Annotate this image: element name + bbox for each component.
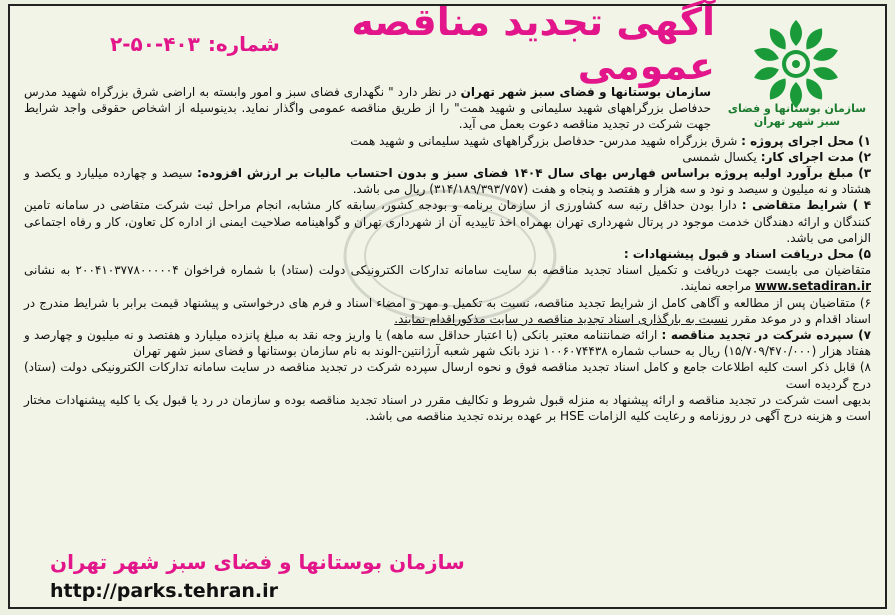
item-4 [24,197,871,246]
closing-paragraph [24,392,871,424]
item-6 [24,295,871,327]
item-3-text: سیصد و چهارده میلیارد و یکصد و هشتاد و نه میلیون و سیصد و نود و سه هزار و هفتصد و پنجاه و هفت (۳۱۴/۱۸۹/۳۹۳/۷۵۷) ریال می باشد. [24,166,871,197]
intro-text: در نظر دارد " نگهداری فضای سبز و امور وابسته به اراضی شرق بزرگراه شهید مدرس حدفاصل بزرگراههای شهید سلیمانی و شهید همت" را از طریق مناقصه عمومی واگذار نماید. بدینوسیله از اشخاص حقوقی واجد شرایط جهت شرکت در تجدید مناقصه دعوت بعمل می آید. [24,85,711,132]
title-row [110,0,715,88]
item-8 [24,359,871,391]
item-5-text: متقاضیان می بایست جهت دریافت و تکمیل اسناد تجدید مناقصه به سایت سامانه تدارکات الکترونیکی دولت (ستاد) با شماره فراخوان ۲۰۰۴۱۰۳۷۷۸۰۰۰۰۰۴ به نشانی [24,263,871,278]
item-7-text: ارائه ضمانتنامه معتبر بانکی (با اعتبار حداقل سه ماهه) یا واریز وجه نقد به مبلغ پانزده میلیارد و هفتصد و نه میلیون و چهارصد و هفتاد هزار (۱۵/۷۰۹/۴۷۰/۰۰۰) ریال به حساب شماره ۱۰۰۶۰۷۴۴۳۸ نزد بانک شهر شعبه آرژانتین-الوند به نام سازمان بوستانها و فضای سبز شهر تهران [24,328,871,359]
intro-org: سازمان بوستانها و فضای سبز شهر تهران [460,85,711,99]
page-title: آگهی تجدید مناقصه عمومی [351,0,715,88]
item-1 [24,133,871,149]
item-2-text: یکسال شمسی [682,149,761,164]
item-8-text: ۸) قابل ذکر است کلیه اطلاعات جامع و کامل اسناد تجدید مناقصه فوق و نحوه ارسال سپرده شرکت در تجدید مناقصه در سایت سامانه تدارکات الکترونیکی دولت (ستاد) درج گردیده است [24,360,871,391]
notice-body [24,84,871,424]
footer-org: سازمان بوستانها و فضای سبز شهر تهران [50,550,465,574]
item-1-head: ۱) محل اجرای پروژه : [741,133,871,148]
intro-paragraph [24,84,871,133]
item-5 [24,246,871,262]
item-6-underlined: نسبت به بارگذاری اسناد تجدید مناقصه در سایت مذکوراقدام نمایند. [394,311,729,326]
item-1-text: شرق بزرگراه شهید مدرس- حدفاصل بزرگراههای شهید سلیمانی و شهید همت [350,133,742,148]
item-5-tail: مراجعه نمایند. [680,279,755,294]
closing-text: بدیهی است شرکت در تجدید مناقصه و ارائه پیشنهاد به منزله قبول شروط و تکالیف مقرر در اسناد تجدید مناقصه بوده و سازمان در رد یا قبول یک یا کلیه پیشنهادات مختار است و هزینه درج آگهی در روزنامه و رعایت کلیه الزامات HSE بر عهده برنده تجدید مناقصه می باشد. [24,392,871,424]
item-5-head: ۵) محل دریافت اسناد و قبول پیشنهادات : [623,247,871,262]
item-5-body [24,262,871,294]
notice-frame [8,0,887,609]
item-7 [24,327,871,359]
setadiran-link[interactable]: www.setadiran.ir [754,279,871,294]
notice-number-value: ۲-۵۰-۴۰۳ [110,32,200,56]
footer-url-link[interactable]: http://parks.tehran.ir [50,580,279,602]
item-4-text: دارا بودن حداقل رتبه سه کشاورزی از سازمان برنامه و بودجه کشور، سابقه کار مشابه، انجام مراحل ثبت شرکت متقاضی در سامانه تامین کنندگان و ارائه دهندگان خدمت موجود در پرتال شهرداری تهران بهمراه اخذ تاییدیه آن از شهرداری تهران و گواهینامه صلاحیت ایمنی از اداره کل تعاون، کار و رفاه اجتماعی الزامی می باشد. [24,198,871,245]
item-2-head: ۲) مدت اجرای کار: [760,149,871,164]
notice-number [110,32,280,56]
item-3-head: ۳) مبلغ برآورد اولیه پروژه براساس فهارس بهای سال ۱۴۰۴ فضای سبز و بدون احتساب مالیات بر ارزش افزوده: [197,166,872,181]
item-4-head: ۴ ) شرایط متقاضی : [741,198,872,213]
item-6-text: ۶) متقاضیان پس از مطالعه و آگاهی کامل از شرایط تجدید مناقصه، نسبت به تکمیل و مهر و امضاء اسناد و فرم های درخواستی و پیشنهاد قیمت برابر با شرایط مندرج در اسناد اقدام و در موعد مقرر [24,295,871,326]
item-7-head: ۷) سپرده شرکت در تجدید مناقصه : [661,328,871,343]
notice-number-label: شماره: [207,32,280,56]
item-3 [24,165,871,197]
item-2 [24,149,871,165]
logo-caption: سازمان بوستانها و فضای سبز شهر تهران [727,102,867,128]
